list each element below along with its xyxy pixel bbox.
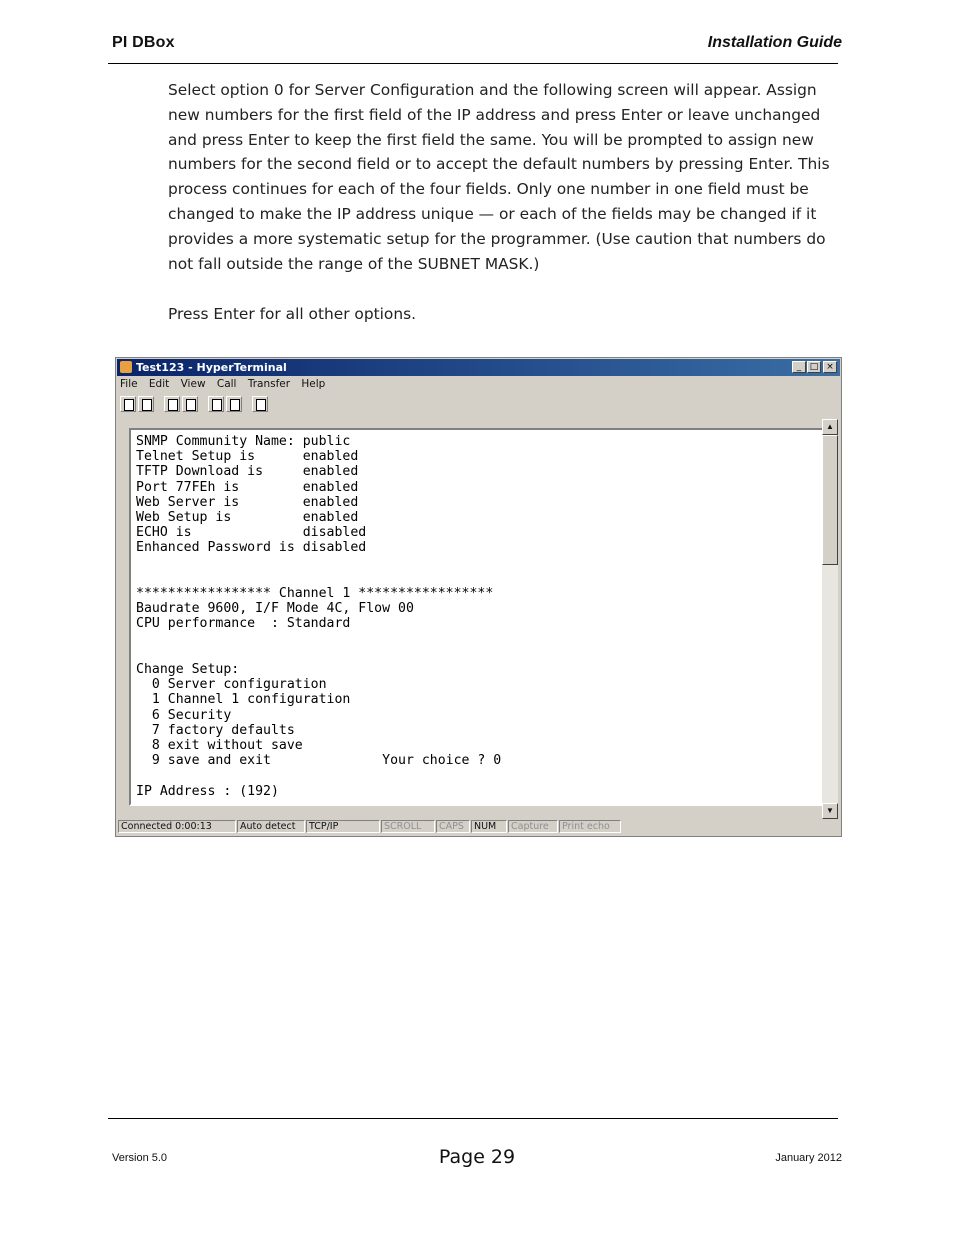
disconnect-icon[interactable] <box>182 396 198 412</box>
footer-version: Version 5.0 <box>112 1152 168 1164</box>
status-scroll: SCROLL <box>381 820 435 833</box>
scroll-down-icon[interactable]: ▼ <box>822 803 838 819</box>
menu-edit[interactable]: Edit <box>148 378 170 390</box>
menu-call[interactable]: Call <box>216 378 237 390</box>
vertical-scrollbar[interactable] <box>822 419 838 819</box>
instruction-paragraph: Select option 0 for Server Configuration and the following screen will appear. Assign new numbers for the first field of the IP address and press Enter or leave unchanged and press Enter to keep the first field the same. You will be prompted to assign new numbers for the second field or to accept the default numbers by pressing Enter. This process continues for each of the four fields. Only one number in one field must be changed to make the IP address unique — or each of the fields may be changed if it provides a more systematic setup for the programmer. (Use caution that numbers do not fall outside the range of the SUBNET MASK.) <box>168 81 830 273</box>
note-paragraph: Press Enter for all other options. <box>168 305 417 323</box>
footer-date: January 2012 <box>775 1152 842 1164</box>
status-bar <box>118 819 839 834</box>
header-rule <box>108 63 838 64</box>
scroll-up-icon[interactable]: ▲ <box>822 419 838 435</box>
maximize-icon[interactable]: □ <box>807 361 821 373</box>
receive-icon[interactable] <box>226 396 242 412</box>
window-titlebar[interactable] <box>117 359 840 376</box>
hyperterminal-window <box>115 357 842 837</box>
status-capture: Capture <box>508 820 558 833</box>
header-document-title: Installation Guide <box>707 34 842 51</box>
status-detect: Auto detect <box>237 820 305 833</box>
menu-file[interactable]: File <box>120 378 138 390</box>
menu-bar <box>120 378 333 394</box>
connect-icon[interactable] <box>164 396 180 412</box>
status-protocol: TCP/IP <box>306 820 380 833</box>
window-title: Test123 - HyperTerminal <box>136 361 287 374</box>
menu-view[interactable]: View <box>180 378 206 390</box>
page-number: Page 29 <box>438 1146 516 1168</box>
menu-transfer[interactable]: Transfer <box>247 378 291 390</box>
menu-help[interactable]: Help <box>301 378 326 390</box>
status-print-echo: Print echo <box>559 820 621 833</box>
minimize-icon[interactable]: _ <box>792 361 806 373</box>
new-connection-icon[interactable] <box>120 396 136 412</box>
terminal-output: SNMP Community Name: public Telnet Setup is enabled TFTP Download is enabled Port 77FEh is enabled Web Server is enabled Web Setup is enabled ECHO is disabled Enhanced Password is disabled ***************** Channel 1 ***************** Baudrate 9600, I/F Mode 4C, Flow 00 CPU performance : Standard Change Setup: 0 Server configuration 1 Channel 1 configuration 6 Security 7 factory defaults 8 exit without save 9 save and exit Your choice ? 0 IP Address : (192) <box>136 434 502 799</box>
status-num: NUM <box>471 820 507 833</box>
open-icon[interactable] <box>138 396 154 412</box>
scroll-thumb[interactable] <box>822 435 838 565</box>
status-connected: Connected 0:00:13 <box>118 820 236 833</box>
header-product-name: PI DBox <box>112 34 175 51</box>
send-icon[interactable] <box>208 396 224 412</box>
footer-rule <box>108 1118 838 1119</box>
close-icon[interactable]: × <box>823 361 837 373</box>
terminal-area[interactable] <box>129 428 827 806</box>
properties-icon[interactable] <box>252 396 268 412</box>
hyperterminal-app-icon <box>120 361 132 373</box>
status-caps: CAPS <box>436 820 470 833</box>
